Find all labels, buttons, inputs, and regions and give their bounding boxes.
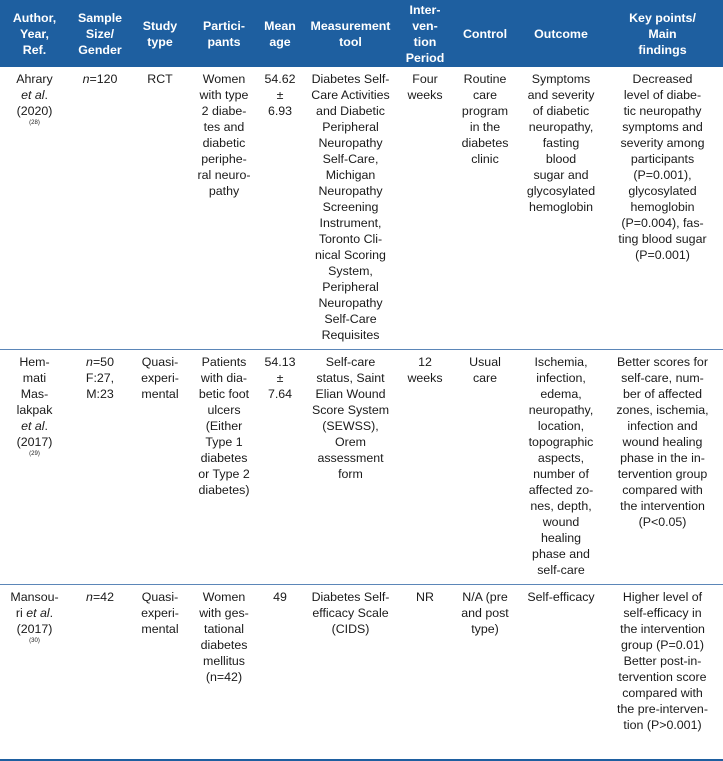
cell-line: severity among [620, 136, 705, 150]
cell-line: (P=0.001) [635, 248, 690, 262]
cell-line: Elian Wound [315, 387, 386, 401]
cell-line: (P=0.001), [633, 168, 692, 182]
cell-line: compared with [622, 483, 703, 497]
cell-line: NR [416, 590, 434, 604]
header-sample: Sample Size/ Gender [69, 0, 131, 67]
cell-line: number of [533, 467, 589, 481]
cell-line: M:23 [86, 387, 114, 401]
cell-line: Screening [322, 200, 379, 214]
cell-control [450, 585, 520, 761]
cell-mean-age [259, 585, 301, 761]
cell-line: nes, depth, [530, 499, 592, 513]
cell-line: the pre-interven- [617, 702, 708, 716]
cell-line: care [472, 371, 498, 385]
header-measurement: Measurement tool [301, 0, 400, 67]
cell-line: Better scores for [617, 355, 708, 369]
cell-line: 12 [418, 355, 432, 369]
cell-line: ral neuro- [197, 168, 251, 182]
cell-line: Hem- [19, 355, 50, 369]
cell-line: self-efficacy in [623, 606, 702, 620]
cell-line: self-care, num- [621, 371, 704, 385]
cell-study-type [131, 585, 189, 761]
cell-period [400, 67, 450, 350]
cell-line: glycosylated [628, 184, 697, 198]
cell-outcome [520, 585, 602, 761]
cell-line: Care Activities [311, 88, 390, 102]
cell-line: mental [141, 387, 179, 401]
cell-line: Self-Care [324, 312, 377, 326]
cell-line: Women [202, 590, 246, 604]
cell-line: status, Saint [316, 371, 385, 385]
cell-line: topographic [528, 435, 594, 449]
cell-line: Diabetes Self- [311, 72, 390, 86]
cell-line: affected zo- [528, 483, 594, 497]
cell-line: glycosylated [526, 184, 596, 198]
cell-line: 6.93 [267, 104, 293, 118]
cell-author: Ahrary et al. (2020) (28) [0, 67, 69, 350]
cell-line: mellitus [203, 654, 245, 668]
table-row [0, 67, 723, 350]
cell-measurement [301, 67, 400, 350]
cell-line: care [472, 88, 498, 102]
cell-line: Michigan [325, 168, 376, 182]
cell-line: hemoglobin [528, 200, 594, 214]
cell-line: in the [469, 120, 501, 134]
cell-author: Mansou- ri et al. (2017) (30) [0, 585, 69, 761]
cell-line: diabetes [200, 451, 248, 465]
cell-line: n=50 [86, 355, 114, 369]
cell-participants [189, 350, 259, 585]
cell-line: Four [412, 72, 438, 86]
cell-outcome [520, 67, 602, 350]
cell-line: mental [141, 622, 179, 636]
cell-line: tational [204, 622, 244, 636]
cell-line: mati [22, 371, 47, 385]
cell-line: clinic [471, 152, 499, 166]
cell-line: efficacy Scale [312, 606, 389, 620]
cell-period [400, 350, 450, 585]
header-author: Author, Year, Ref. [0, 0, 69, 67]
cell-line: Diabetes Self- [311, 590, 390, 604]
cell-mean-age [259, 67, 301, 350]
cell-participants [189, 585, 259, 761]
cell-author: Hem- mati Mas- lakpak et al. (2017) (29) [0, 350, 69, 585]
cell-mean-age [259, 350, 301, 585]
cell-line: N/A (pre [462, 590, 508, 604]
cell-line: wound [542, 515, 580, 529]
cell-line: (SEWSS), [322, 419, 379, 433]
cell-line: infection and [627, 419, 698, 433]
cell-line: weeks [407, 371, 443, 385]
cell-line: tic neuropathy [623, 104, 702, 118]
cell-line: of diabetic [532, 104, 590, 118]
cell-line: Neuropathy [318, 296, 383, 310]
cell-line: ting blood sugar [618, 232, 707, 246]
cell-line: tes and [203, 120, 245, 134]
cell-line: phase and [532, 547, 590, 561]
cell-line: location, [537, 419, 585, 433]
cell-control [450, 350, 520, 585]
cell-line: compared with [622, 686, 703, 700]
cell-line: zones, ischemia, [616, 403, 709, 417]
cell-sample [69, 585, 131, 761]
cell-line: group (P=0.01) [620, 638, 704, 652]
cell-line: Higher level of [622, 590, 703, 604]
cell-line: ber of affected [623, 387, 702, 401]
header-mean-age: Mean age [259, 0, 301, 67]
cell-measurement [301, 350, 400, 585]
cell-line: Neuropathy [318, 184, 383, 198]
cell-line: periphe- [201, 152, 247, 166]
cell-line: edema, [540, 387, 582, 401]
cell-measurement [301, 585, 400, 761]
cell-line: and severity [527, 88, 595, 102]
cell-line: aspects, [537, 451, 585, 465]
cell-line: pathy [208, 184, 240, 198]
cell-line: ulcers [207, 403, 241, 417]
cell-line: diabetic [202, 136, 246, 150]
cell-line: form [338, 467, 363, 481]
cell-findings [602, 350, 723, 585]
cell-line: tion (P>0.001) [623, 718, 702, 732]
cell-line: and post [461, 606, 509, 620]
cell-line: Ahrary [16, 72, 53, 86]
cell-line: Peripheral [322, 120, 379, 134]
header-control: Control [450, 0, 520, 67]
cell-line: ± [276, 371, 284, 385]
cell-line: Type 1 [205, 435, 243, 449]
cell-line: Better post-in- [623, 654, 702, 668]
cell-sample [69, 350, 131, 585]
cell-line: diabetes [461, 136, 509, 150]
cell-line: Mas- [20, 387, 49, 401]
header-outcome: Outcome [520, 0, 602, 67]
cell-line: Patients [201, 355, 247, 369]
cell-line: infection, [536, 371, 586, 385]
cell-control [450, 67, 520, 350]
header-row [0, 0, 723, 67]
cell-line: neuropathy, [528, 403, 594, 417]
cell-line: (Either [205, 419, 243, 433]
cell-line: Mansou- [10, 590, 59, 604]
cell-line: the intervention [620, 622, 705, 636]
cell-line: 54.13 [264, 355, 296, 369]
cell-line: Self-care [325, 355, 376, 369]
cell-line: Score System [311, 403, 390, 417]
cell-line: healing [541, 531, 581, 545]
cell-line: Neuropathy [318, 136, 383, 150]
cell-line: assessment [317, 451, 384, 465]
cell-line: Toronto Cli- [318, 232, 383, 246]
cell-line: experi- [141, 371, 179, 385]
cell-line: Self-efficacy [527, 590, 595, 604]
cell-line: with ges- [199, 606, 249, 620]
cell-line: type) [471, 622, 499, 636]
cell-line: wound healing [622, 435, 703, 449]
cell-line: with dia- [200, 371, 248, 385]
cell-line: Routine [463, 72, 507, 86]
header-study-type: Study type [131, 0, 189, 67]
cell-line: RCT [147, 72, 173, 86]
cell-participants [189, 67, 259, 350]
cell-line: experi- [141, 606, 179, 620]
table-row [0, 585, 723, 761]
cell-line: Quasi- [141, 590, 179, 604]
cell-line: tervention group [617, 467, 708, 481]
cell-line: participants [630, 152, 695, 166]
cell-line: hemoglobin [630, 200, 695, 214]
cell-line: Symptoms [531, 72, 591, 86]
cell-study-type [131, 67, 189, 350]
cell-line: phase in the in- [620, 451, 705, 465]
cell-line: ± [276, 88, 284, 102]
cell-line: 54.62 [264, 72, 296, 86]
cell-line: fasting [542, 136, 580, 150]
cell-line: blood [545, 152, 577, 166]
cell-line: (n=42) [205, 670, 243, 684]
cell-line: program [461, 104, 509, 118]
cell-line: the intervention [620, 499, 705, 513]
cell-line: Orem [335, 435, 366, 449]
cell-line: weeks [407, 88, 443, 102]
cell-line: n=120 [82, 72, 118, 86]
cell-line: Decreased [632, 72, 693, 86]
cell-line: F:27, [85, 371, 115, 385]
cell-line: Instrument, [319, 216, 382, 230]
cell-line: self-care [537, 563, 585, 577]
cell-findings [602, 67, 723, 350]
cell-line: Self-Care, [322, 152, 379, 166]
cell-line: lakpak [16, 403, 53, 417]
cell-line: level of diabe- [623, 88, 702, 102]
cell-line: (CIDS) [331, 622, 370, 636]
cell-line: n=42 [86, 590, 114, 604]
table-row [0, 350, 723, 585]
cell-study-type [131, 350, 189, 585]
cell-line: Women [202, 72, 246, 86]
cell-outcome [520, 350, 602, 585]
cell-line: (P=0.004), fas- [621, 216, 704, 230]
cell-line: tervention score [618, 670, 707, 684]
cell-findings [602, 585, 723, 761]
cell-line: Peripheral [322, 280, 379, 294]
cell-sample [69, 67, 131, 350]
cell-line: diabetes) [198, 483, 250, 497]
cell-line: Quasi- [141, 355, 179, 369]
cell-line: Requisites [321, 328, 380, 342]
cell-line: or Type 2 [198, 467, 250, 481]
header-findings: Key points/ Main findings [602, 0, 723, 67]
cell-line: 49 [273, 590, 287, 604]
cell-line: diabetes [200, 638, 248, 652]
cell-line: 7.64 [267, 387, 293, 401]
cell-line: symptoms and [622, 120, 703, 134]
cell-line: with type [199, 88, 249, 102]
cell-line: System, [328, 264, 373, 278]
cell-line: nical Scoring [315, 248, 386, 262]
cell-line: (P<0.05) [638, 515, 687, 529]
header-period: Inter- ven- tion Period [400, 0, 450, 67]
cell-line: sugar and [533, 168, 589, 182]
cell-line: neuropathy, [528, 120, 594, 134]
cell-line: Usual [469, 355, 501, 369]
cell-line: Ischemia, [534, 355, 588, 369]
header-participants: Partici- pants [189, 0, 259, 67]
cell-period [400, 585, 450, 761]
cell-line: betic foot [198, 387, 250, 401]
cell-line: 2 diabe- [201, 104, 247, 118]
cell-line: and Diabetic [316, 104, 385, 118]
